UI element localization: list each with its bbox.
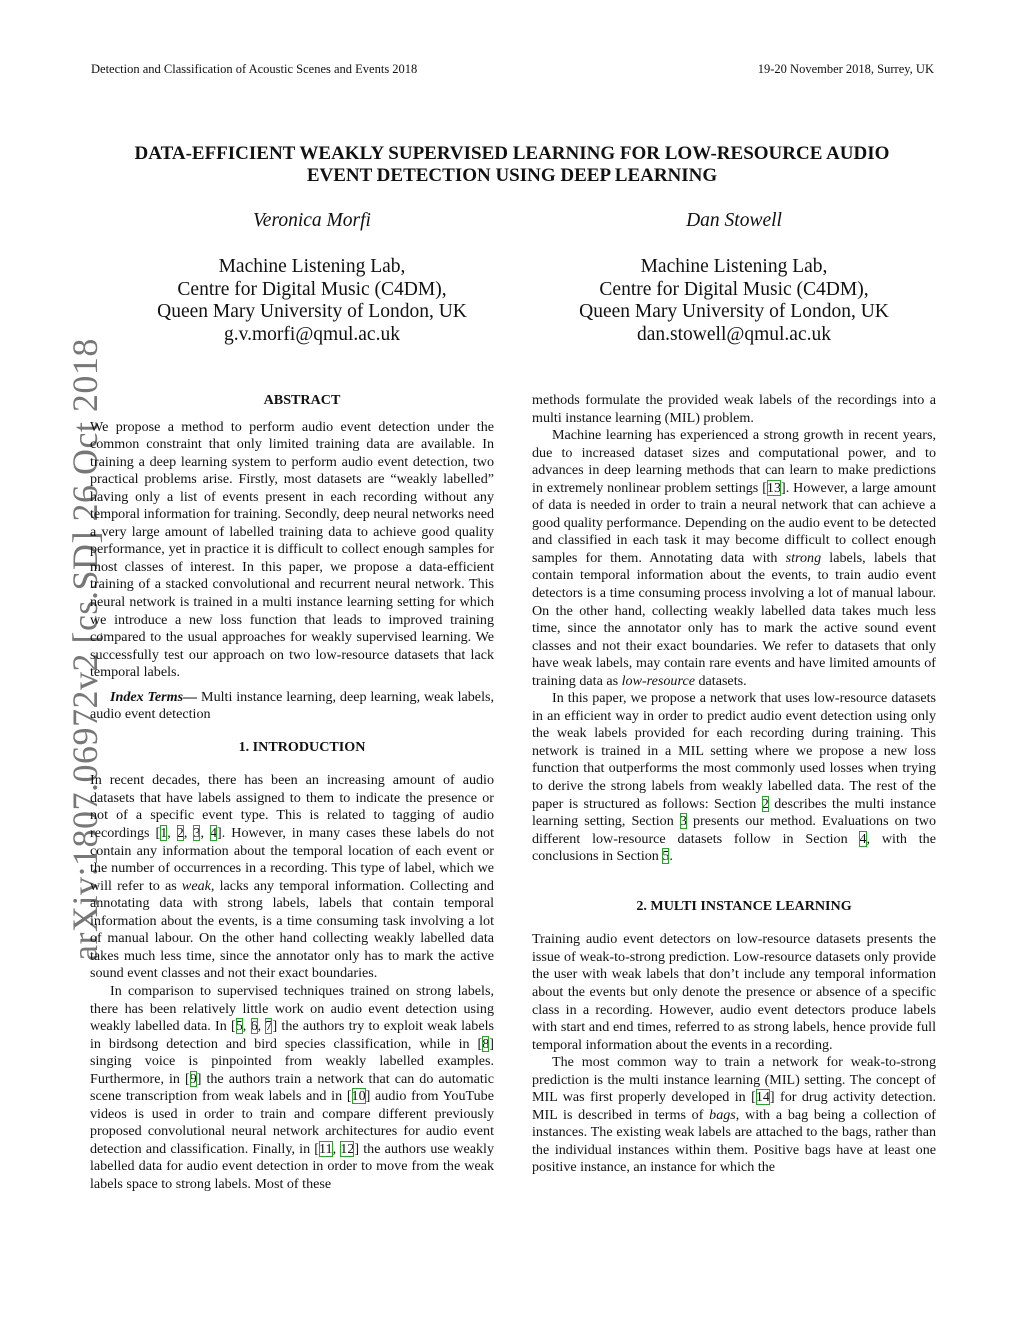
text-span: ] singing voice is pinpointed from weakly labelled examples. Furthermore, in [ [90,1035,494,1087]
text-span: ] the authors try to exploit weak labels in birdsong detection and bird species classification, while in [ [90,1018,494,1052]
author-2-university: Queen Mary University of London, UK [579,301,889,322]
text-span: ] audio from YouTube videos is used in order to train and compare different previously proposed convolutional neural network architectures for audio event detection and classification. Finally, in [ [90,1088,494,1157]
text-span: , [242,1018,251,1035]
emphasis-weak: weak [181,877,211,894]
citation-link[interactable]: 10 [351,1088,366,1105]
author-1-email: g.v.morfi@qmul.ac.uk [224,323,400,345]
title-line-2: EVENT DETECTION USING DEEP LEARNING [306,165,718,186]
text-span: Machine learning has experienced a strong growth in recent years, due to increased dataset sizes and computational power, and to advances in deep learning methods that can learn to make predictions in extremely nonlinear problem settings [ [532,427,936,496]
text-span: ] the authors use weakly labelled data for audio event detection in order to move from the weak labels space to strong labels. Most of these [90,1140,495,1192]
running-header-right: 19-20 November 2018, Surrey, UK [757,62,934,76]
intro-paragraph-2 [90,983,494,1194]
citation-link[interactable]: 5 [235,1018,243,1035]
emphasis-strong: strong [785,549,822,566]
text-span: In recent decades, there has been an increasing amount of audio datasets that have labels assigned to them to indicate the presence or not of a specific event type. This is related to tagging of audio recordings [ [90,772,494,842]
left-column [90,392,494,1194]
col2-paragraph-4 [532,1054,936,1177]
index-terms-label: Index Terms— [110,688,198,705]
text-span: , with the conclusions in Section [532,830,936,865]
author-1-centre: Centre for Digital Music (C4DM), [177,278,447,300]
author-2-affiliation [554,256,914,346]
text-span: In this paper, we propose a network that uses low-resource datasets in an efficient way in order to predict audio event detection using only the weak labels provided for each recording during training. This network is trained in a MIL setting where we propose a new loss function that outperforms the most commonly used losses when trying to derive the strong labels from weakly labelled data. The rest of the paper is structured as follows: Section [532,690,936,812]
citation-link[interactable]: 7 [265,1018,273,1035]
author-2-centre: Centre for Digital Music (C4DM), [599,278,869,300]
citation-link[interactable]: 12 [340,1140,355,1157]
col2-paragraph-0: methods formulate the provided weak labels of the recordings into a multi instance learning (MIL) problem. [532,392,936,426]
citation-link[interactable]: 9 [189,1070,197,1087]
text-span: describes the multi instance learning setting, Section [532,795,937,830]
right-column [532,392,936,1177]
text-span: . [669,848,673,865]
citation-link[interactable]: 4 [209,825,218,842]
author-1-name: Veronica Morfi [253,210,371,231]
citation-link[interactable]: 1 [160,825,168,842]
emphasis-low-resource: low-resource [621,672,695,689]
text-span: , [167,825,177,842]
text-span: , lacks any temporal information. Collecting and annotating data with strong labels, labels that contain temporal information about the events, is a time consuming task involving a lot of manual labour. On the other hand collecting weakly labelled data takes much less time, since the annotator only has to mark the active sound event classes and not their exact boundaries. [90,877,494,982]
arxiv-identifier: arXiv:1807.06972v2 [cs.SD] 26 Oct 2018 [65,338,105,961]
title-line-1: DATA-EFFICIENT WEAKLY SUPERVISED LEARNING FOR LOW-RESOURCE AUDIO [134,143,890,164]
citation-link[interactable]: 2 [176,825,184,842]
section-link[interactable]: 3 [679,813,687,830]
text-span: ]. However, a large amount of data is needed in order to train a neural network that can achieve a good quality performance. Depending on the audio event to be detected and classified in each task it may become difficult to collect enough samples for them. Annotating data with [532,479,936,566]
intro-heading: 1. INTRODUCTION [238,738,366,755]
section-link[interactable]: 4 [859,830,867,847]
text-span: , [257,1018,266,1035]
author-2-name: Dan Stowell [686,210,782,231]
text-span: , [332,1140,341,1157]
citation-link[interactable]: 3 [193,825,201,842]
text-span: , with a bag being a collection of instances. The existing weak labels are attached to the bags, rather than the individual instances within them. Positive bags have at least one positive instance, an instance for which the [532,1106,936,1176]
running-header-left: Detection and Classification of Acoustic Scenes and Events 2018 [91,62,418,76]
citation-link[interactable]: 8 [482,1035,490,1052]
citation-link[interactable]: 14 [755,1089,770,1106]
text-span: datasets. [694,672,747,689]
text-span: , [183,825,194,842]
text-span: ] the authors train a network that can do automatic scene transcription from weak labels and in [ [90,1070,494,1105]
abstract-text: We propose a method to perform audio event detection under the common constraint that only limited training data are available. In training a deep learning system to perform audio event detection, two practical problems arise. Firstly, most datasets are “weakly labelled” having only a list of events present in each recording without any temporal information for training. Secondly, deep neural networks need a very large amount of labelled training data to achieve good quality performance, yet in practice it is difficult to collect enough samples for most classes of interest. In this paper, we propose a data-efficient training of a stacked convolutional and recurrent neural network. This neural network is trained in a multi instance learning setting for which we introduce a new loss function that leads to improved training compared to the usual approaches for weakly supervised learning. We successfully test our approach on two low-resource datasets that lack temporal labels. [90,418,494,681]
emphasis-bags: bags [709,1106,736,1123]
citation-link[interactable]: 13 [766,479,781,496]
author-2-email: dan.stowell@qmul.ac.uk [637,323,831,345]
abstract-heading: ABSTRACT [263,392,341,408]
index-terms-text: Multi instance learning, deep learning, weak labels, audio event detection [90,688,494,723]
col2-paragraph-3: Training audio event detectors on low-resource datasets presents the issue of weak-to-strong prediction. Low-resource datasets only provide the user with weak labels that don’t include any temporal information about the events but only denote the presence or absence of a specific class in a recording. However, audio event detectors produce labels with start and end times, referred to as strong labels, hence provide full temporal information about the events in a recording. [532,931,936,1053]
text-span: labels, labels that contain temporal information about the events, to train audio event detectors is a time consuming process involving a lot of manual labour. On the other hand, collecting weakly labelled data takes much less time, since the annotator only has to mark the active sound event classes and not their exact boundaries. We refer to datasets that only have weak labels, may contain rare events and have limited amounts of training data as [532,549,936,689]
author-1-university: Queen Mary University of London, UK [157,301,467,322]
citation-link[interactable]: 6 [250,1018,258,1035]
text-span: presents our method. Evaluations on two different low-resource datasets follow in Section [532,813,936,847]
intro-paragraph-1 [90,772,494,983]
section-2-heading: 2. MULTI INSTANCE LEARNING [636,897,852,914]
section-link[interactable]: 5 [662,848,670,865]
section-link[interactable]: 2 [761,795,769,812]
text-span: ] for drug activity detection. MIL is described in terms of [532,1089,937,1123]
paper-title [100,143,924,187]
col2-paragraph-1 [532,427,936,690]
text-span: ]. However, in many cases these labels do not contain any information about the temporal location of each event or the number of occurrences in a recording. This type of label, which we will refer to as [90,825,494,894]
author-2-lab: Machine Listening Lab, [640,256,828,277]
text-span: The most common way to train a network for weak-to-strong prediction is the multi instance learning (MIL) setting. The concept of MIL was first properly developed in [ [532,1054,936,1106]
index-terms [90,689,494,724]
text-span: In comparison to supervised techniques trained on strong labels, there has been relatively little work on audio event detection using weakly labelled data. In [ [90,982,494,1035]
citation-link[interactable]: 11 [319,1140,333,1157]
author-1-affiliation [132,256,492,346]
author-1-lab: Machine Listening Lab, [218,256,406,277]
col2-paragraph-2 [532,690,936,865]
text-span: , [200,825,210,842]
